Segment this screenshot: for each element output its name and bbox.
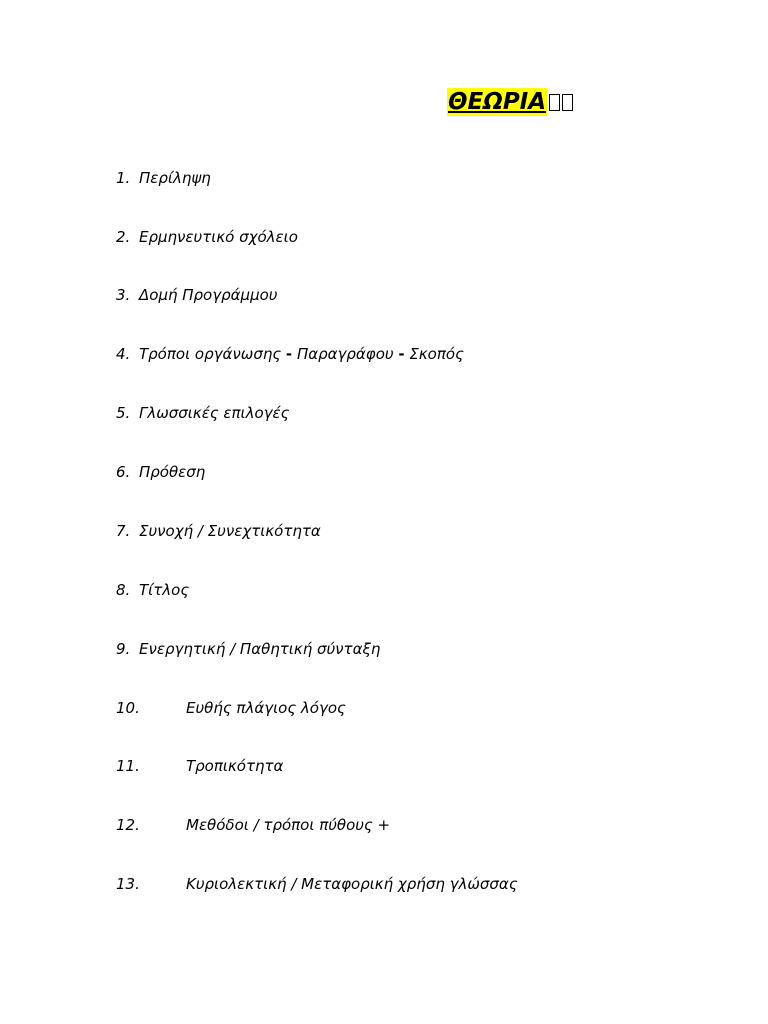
item-number: 7. — [116, 522, 131, 540]
item-separator: - — [285, 345, 293, 363]
item-text: Ευθής πλάγιος λόγος — [186, 699, 346, 717]
list-item — [116, 461, 205, 483]
list-item — [116, 520, 321, 542]
item-text: Δομή Προγράμμου — [139, 286, 278, 304]
item-number: 1. — [116, 169, 131, 187]
item-number: 8. — [116, 581, 131, 599]
list-item — [116, 167, 211, 189]
item-number: 13. — [116, 875, 140, 893]
item-text: Ενεργητική / Παθητική σύνταξη — [139, 640, 381, 658]
list-item — [116, 814, 390, 836]
item-text: Πρόθεση — [139, 463, 206, 481]
item-separator: - — [398, 345, 405, 363]
list-item — [116, 638, 380, 660]
title-text: ΘΕΩΡΙΑ — [448, 89, 547, 115]
item-text-part: Σκοπός — [409, 345, 464, 363]
item-text: Συνοχή / Συνεχτικότητα — [139, 522, 321, 540]
item-text: Περίληψη — [139, 169, 211, 187]
list-item — [116, 226, 298, 248]
item-text: Τίτλος — [139, 581, 190, 599]
item-text: Κυριολεκτική / Μεταφορική χρήση γλώσσας — [186, 875, 518, 893]
item-number: 12. — [116, 816, 140, 834]
item-number: 3. — [116, 286, 131, 304]
item-number: 9. — [116, 640, 131, 658]
item-text-part: Τρόποι οργάνωσης — [139, 345, 282, 363]
list-item — [116, 755, 283, 777]
item-number: 10. — [116, 699, 140, 717]
list-item — [116, 697, 346, 719]
item-number: 2. — [116, 228, 131, 246]
item-text: Μεθόδοι / τρόποι πύθους + — [186, 816, 391, 834]
item-number: 4. — [116, 345, 131, 363]
list-item — [116, 402, 289, 424]
item-text: Τροπικότητα — [186, 757, 284, 775]
item-text: Γλωσσικές επιλογές — [139, 404, 290, 422]
item-number: 6. — [116, 463, 131, 481]
item-text: Ερμηνευτικό σχόλειο — [139, 228, 298, 246]
item-text-part: Παραγράφου — [296, 345, 394, 363]
list-item — [116, 284, 277, 306]
list-item — [116, 873, 518, 895]
list-item — [116, 579, 189, 601]
item-number: 11. — [116, 757, 140, 775]
list-item — [116, 343, 464, 365]
item-number: 5. — [116, 404, 131, 422]
